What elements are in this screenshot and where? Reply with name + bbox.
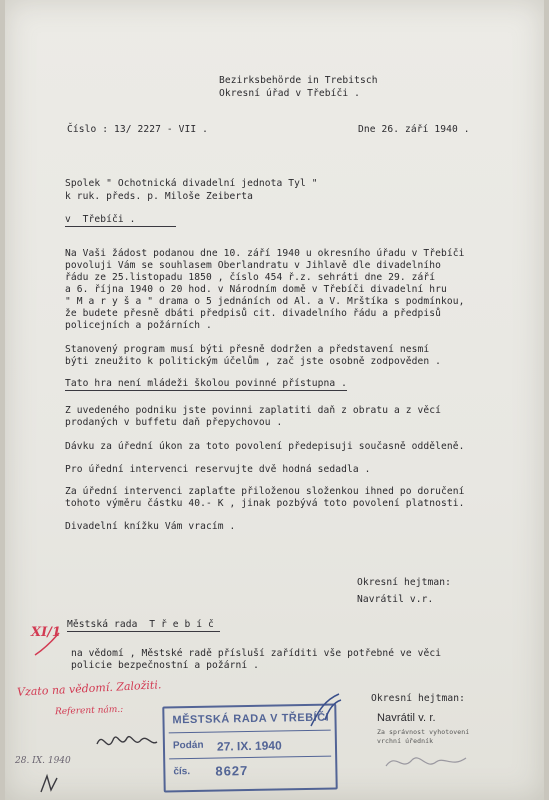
signature-note-2: vrchní úředník [377,737,434,745]
stamp-number: 8627 [215,763,249,779]
signature-title: Okresní hejtman: [357,577,452,588]
signature-note-1: Za správnost vyhotovení [377,728,470,736]
signature-title-2: Okresní hejtman: [371,693,466,704]
body-line: a 6. října 1940 o 20 hod. v Národním domě v Třebíči divadelní hru [65,284,447,295]
body-line: že budete přesně dbáti předpisů cit. divadelního řádu a předpisů [65,308,442,319]
council-line-1: na vědomí , Městské radě přísluší zaříditi vše potřebné ve věci [71,648,442,659]
signature-name: Navrátil v.r. [357,594,434,605]
body-line: Stanovený program musí býti přesně dodržen a představení nesmí [65,344,430,355]
registry-stamp [162,703,337,792]
reference-number: Číslo : 13/ 2227 - VII . [67,124,209,135]
body-line: prodaných v buffetu daň přepychovou . [65,417,283,428]
margin-mark: XI/1 [31,625,61,640]
restriction-line: Tato hra není mládeži školou povinné přístupna . [65,378,347,391]
body-line: Za úřední intervenci zaplaťte přiloženou složenkou ihned po doručení [65,486,465,497]
stamp-arrived-label: Podán [172,739,204,752]
stamp-arrived-date: 27. IX. 1940 [216,738,282,754]
addressee-line-1: Spolek " Ochotnická divadelní jednota Tyl " [65,178,318,189]
stamp-divider [169,756,331,760]
margin-mark-underline [33,625,63,665]
body-line: tohoto výměru částku 40.- K , jinak pozbývá toto povolení platnosti. [65,498,465,509]
body-line: Dávku za úřední úkon za toto povolení předepisuji současně odděleně. [65,441,465,452]
body-line: Pro úřední intervenci reservujte dvě hodná sedadla . [65,464,371,475]
body-line: " M a r y š a " drama o 5 jednáních od Al. a V. Mrštíka s podmínkou, [65,296,465,307]
addressee-line-2: k ruk. předs. p. Miloše Zeiberta [65,191,254,202]
stamp-number-label: čís. [173,766,191,778]
body-line: řádu ze 25.listopadu 1850 , číslo 454 ř.z. sehráti dne 29. září [65,272,436,283]
body-line: policejních a požárních . [65,320,212,331]
document-page [5,0,544,800]
stamp-organization: MĚSTSKÁ RADA V TŘEBÍČI [172,711,330,727]
signature-scribble-left [93,720,163,760]
body-line: Na Vaši žádost podanou dne 10. září 1940 u okresního úřadu v Třebíči [65,248,465,259]
council-label: Městská rada T ř e b í č [67,619,220,632]
signature-scribble-right [380,744,480,780]
council-line-2: policie bezpečnostní a požární . [71,660,260,671]
handwritten-note-2: Referent nám.: [54,704,124,718]
handwritten-note-1: Vzato na vědomí. Založiti. [16,678,162,699]
addressee-line-3: v Třebíči . [65,214,176,227]
authority-czech: Okresní úřad v Třebíči . [219,88,361,99]
stamp-divider [169,730,331,734]
authority-german: Bezirksbehörde in Trebitsch [219,75,378,86]
body-line: Z uvedeného podniku jste povinni zaplatiti daň z obratu a z věcí [65,405,442,416]
body-line: Divadelní knížku Vám vracím . [65,521,236,532]
body-line: povoluji Vám se souhlasem Oberlandratu v Jihlavě dle divadelního [65,260,442,271]
document-date: Dne 26. září 1940 . [358,124,470,135]
body-line: býti zneužito k politickým účelům , zač jste osobně zodpověden . [65,356,442,367]
initials-scribble [37,770,67,798]
signature-name-2: Navrátil v. r. [377,712,436,724]
handwritten-date: 28. IX. 1940 [15,756,71,766]
